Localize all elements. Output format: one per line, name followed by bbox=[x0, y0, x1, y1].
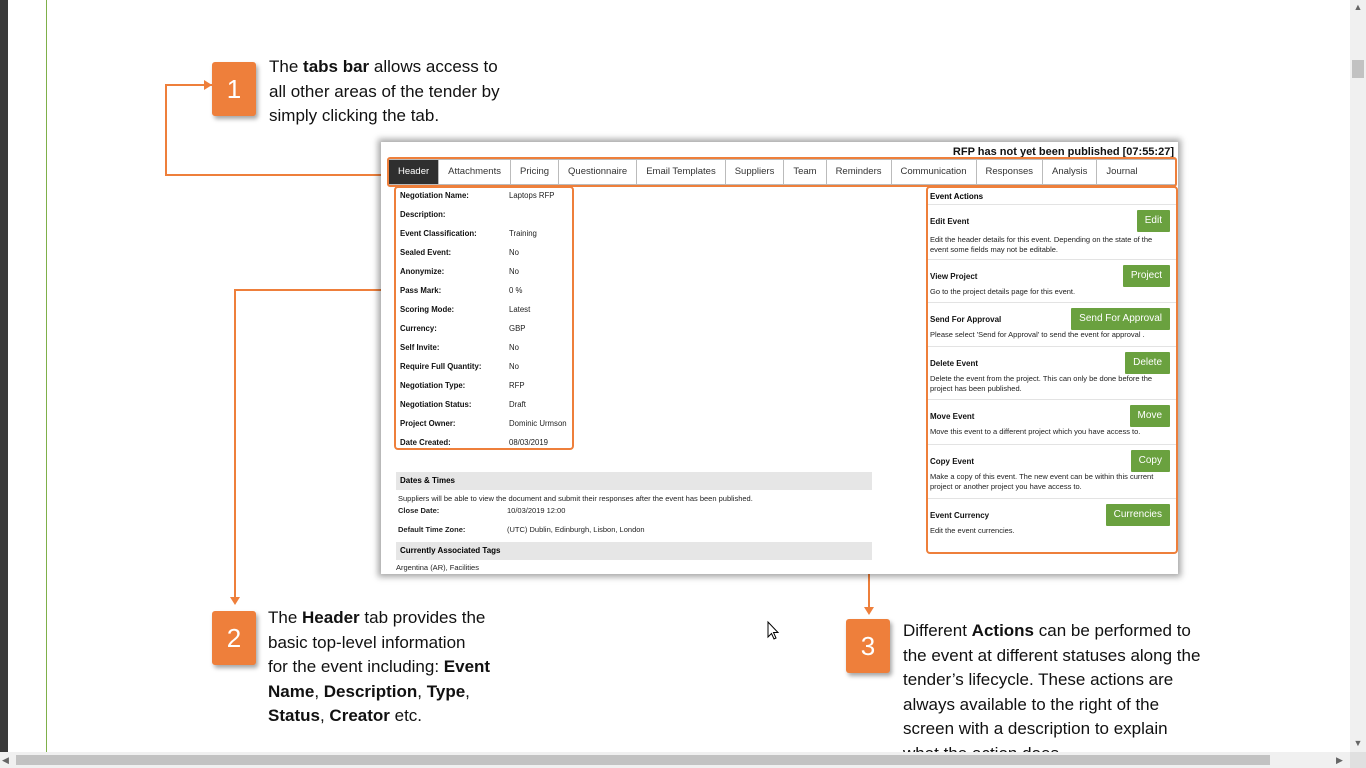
callout-2-number: 2 bbox=[212, 611, 256, 665]
event-actions-panel bbox=[926, 186, 1178, 554]
callout-text-segment: Header bbox=[302, 608, 360, 627]
callout-3-line bbox=[903, 644, 1263, 669]
header-field-value: RFP bbox=[509, 381, 525, 390]
callout-3-line bbox=[903, 668, 1263, 693]
tags-value: Argentina (AR), Facilities bbox=[396, 563, 479, 572]
callout-text-segment: , bbox=[465, 681, 470, 701]
connector-3-arrow bbox=[864, 607, 874, 615]
mouse-cursor-icon bbox=[767, 621, 779, 641]
callout-text-segment: Status bbox=[268, 706, 320, 725]
action-description: Delete the event from the project. This can only be done before the project has been published. bbox=[930, 374, 1153, 393]
close-date-value: 10/03/2019 12:00 bbox=[507, 506, 566, 515]
action-separator bbox=[928, 444, 1176, 445]
dates-note: Suppliers will be able to view the document and submit their responses after the event has been published. bbox=[398, 494, 753, 503]
callout-text-segment: , bbox=[319, 706, 330, 725]
connector-2-horizontal bbox=[234, 289, 387, 291]
action-separator bbox=[928, 346, 1176, 347]
tab-email-templates[interactable]: Email Templates bbox=[637, 160, 726, 184]
tab-analysis[interactable]: Analysis bbox=[1043, 160, 1097, 184]
action-title: Send For Approval bbox=[930, 315, 1002, 324]
callout-text-segment: Description bbox=[323, 681, 418, 701]
callout-3-line bbox=[903, 619, 1263, 644]
header-field-value: GBP bbox=[509, 324, 526, 333]
callout-text-segment: Creator bbox=[329, 706, 390, 725]
scroll-left-icon[interactable]: ◀ bbox=[2, 755, 9, 765]
publish-status: RFP has not yet been published [07:55:27] bbox=[952, 146, 1174, 158]
page-margin-line bbox=[46, 0, 47, 752]
callout-text-segment: , bbox=[417, 681, 427, 701]
callout-text-segment: always available to the right of the bbox=[903, 694, 1160, 714]
callout-text-segment: can be performed to bbox=[1034, 621, 1191, 640]
callout-3-line bbox=[903, 717, 1263, 742]
callout-text-segment: basic top-level information bbox=[268, 632, 466, 652]
callout-text-segment: Different bbox=[903, 621, 972, 640]
vertical-scroll-thumb[interactable] bbox=[1352, 60, 1364, 78]
embedded-app-screenshot bbox=[381, 142, 1178, 574]
action-separator bbox=[928, 302, 1176, 303]
callout-1-line bbox=[269, 55, 549, 80]
callout-2-text bbox=[268, 606, 548, 729]
callout-text-segment: tabs bar bbox=[303, 57, 370, 76]
tabs-highlight bbox=[387, 157, 1177, 187]
callout-text-segment: Name bbox=[268, 681, 315, 701]
header-field-value: No bbox=[509, 248, 519, 257]
timezone-value: (UTC) Dublin, Edinburgh, Lisbon, London bbox=[507, 525, 645, 534]
callout-2-line bbox=[268, 655, 548, 680]
action-description: Move this event to a different project which you have access to. bbox=[930, 427, 1141, 436]
callout-text-segment: allows access to bbox=[369, 57, 498, 76]
callout-1-text bbox=[269, 55, 549, 129]
callout-2-line bbox=[268, 704, 548, 729]
tab-communication[interactable]: Communication bbox=[892, 160, 977, 184]
tab-header[interactable]: Header bbox=[389, 160, 439, 184]
callout-text-segment: etc. bbox=[389, 706, 423, 725]
header-field-label: Scoring Mode: bbox=[400, 305, 455, 314]
header-field-label: Date Created: bbox=[400, 438, 451, 447]
tab-team[interactable]: Team bbox=[784, 160, 826, 184]
callout-3-number: 3 bbox=[846, 619, 890, 673]
callout-text-segment: Actions bbox=[971, 621, 1035, 640]
connector-2-arrow bbox=[230, 597, 240, 605]
callout-text-segment: the event at different statuses along the bbox=[903, 645, 1201, 665]
header-field-label: Self Invite: bbox=[400, 343, 440, 352]
header-field-label: Negotiation Name: bbox=[400, 191, 469, 200]
callout-text-segment: The bbox=[269, 57, 304, 76]
header-field-value: Latest bbox=[509, 305, 531, 314]
header-field-label: Negotiation Status: bbox=[400, 400, 472, 409]
connector-1-arrow bbox=[204, 80, 212, 90]
callout-3-line bbox=[903, 693, 1263, 718]
action-title: Move Event bbox=[930, 412, 975, 421]
document-page bbox=[8, 0, 1350, 752]
header-field-value: Draft bbox=[509, 400, 526, 409]
scroll-up-icon[interactable]: ▲ bbox=[1353, 2, 1363, 12]
action-separator bbox=[928, 259, 1176, 260]
horizontal-scroll-thumb[interactable] bbox=[16, 755, 1270, 765]
action-button-send-for-approval[interactable]: Send For Approval bbox=[1071, 308, 1170, 330]
action-title: Edit Event bbox=[930, 217, 970, 226]
tab-pricing[interactable]: Pricing bbox=[511, 160, 559, 184]
action-button-edit[interactable]: Edit bbox=[1137, 210, 1170, 232]
action-title: Event Currency bbox=[930, 511, 990, 520]
header-field-label: Project Owner: bbox=[400, 419, 456, 428]
header-field-value: Dominic Urmson bbox=[509, 419, 567, 428]
connector-1-vertical bbox=[165, 84, 167, 176]
event-actions-heading: Event Actions bbox=[930, 192, 984, 201]
callout-text-segment: tender’s lifecycle. These actions are bbox=[903, 670, 1174, 689]
callout-3-text bbox=[903, 619, 1263, 766]
header-field-value: Laptops RFP bbox=[509, 191, 555, 200]
connector-2-vertical bbox=[234, 289, 236, 597]
header-field-label: Pass Mark: bbox=[400, 286, 442, 295]
tab-reminders[interactable]: Reminders bbox=[827, 160, 892, 184]
scroll-down-icon[interactable]: ▼ bbox=[1353, 738, 1363, 748]
action-button-copy[interactable]: Copy bbox=[1131, 450, 1170, 472]
action-button-currencies[interactable]: Currencies bbox=[1106, 504, 1170, 526]
action-separator bbox=[928, 399, 1176, 400]
header-field-label: Sealed Event: bbox=[400, 248, 452, 257]
header-fields-panel bbox=[394, 186, 574, 450]
callout-1-line bbox=[269, 80, 549, 105]
action-button-delete[interactable]: Delete bbox=[1125, 352, 1170, 374]
callout-text-segment: Event bbox=[443, 657, 491, 676]
tab-suppliers[interactable]: Suppliers bbox=[726, 160, 785, 184]
header-field-label: Description: bbox=[400, 210, 446, 219]
close-date-label: Close Date: bbox=[398, 506, 440, 515]
callout-text-segment: simply clicking the tab. bbox=[269, 106, 440, 125]
scroll-right-icon[interactable]: ▶ bbox=[1336, 755, 1343, 765]
action-title: Delete Event bbox=[930, 359, 979, 368]
callout-text-segment: screen with a description to explain bbox=[903, 719, 1168, 738]
callout-text-segment: Type bbox=[426, 681, 466, 701]
action-button-move[interactable]: Move bbox=[1130, 405, 1170, 427]
dates-section-heading: Dates & Times bbox=[396, 472, 872, 490]
action-description: Go to the project details page for this event. bbox=[930, 287, 1076, 296]
timezone-label: Default Time Zone: bbox=[398, 525, 466, 534]
tab-journal[interactable]: Journal bbox=[1097, 160, 1146, 184]
horizontal-scrollbar[interactable] bbox=[0, 752, 1350, 768]
action-separator bbox=[928, 498, 1176, 499]
callout-1-number: 1 bbox=[212, 62, 256, 116]
header-field-label: Anonymize: bbox=[400, 267, 445, 276]
scrollbar-corner bbox=[1350, 752, 1366, 768]
callout-2-line bbox=[268, 606, 548, 631]
callout-text-segment: all other areas of the tender by bbox=[269, 81, 500, 101]
window-left-edge bbox=[0, 0, 8, 768]
vertical-scrollbar[interactable] bbox=[1350, 0, 1366, 752]
action-title: View Project bbox=[930, 272, 978, 281]
header-field-label: Require Full Quantity: bbox=[400, 362, 482, 371]
action-title: Copy Event bbox=[930, 457, 975, 466]
action-description: Edit the header details for this event. Depending on the state of the event some fields may not be editable. bbox=[930, 235, 1153, 254]
tab-attachments[interactable]: Attachments bbox=[439, 160, 511, 184]
callout-1-line bbox=[269, 104, 549, 129]
action-description: Make a copy of this event. The new event can be within this current project or another project you have access to. bbox=[930, 472, 1154, 491]
header-field-value: 08/03/2019 bbox=[509, 438, 549, 447]
header-field-value: Training bbox=[509, 229, 537, 238]
tags-section-heading: Currently Associated Tags bbox=[396, 542, 872, 560]
action-button-project[interactable]: Project bbox=[1123, 265, 1170, 287]
callout-2-line bbox=[268, 680, 548, 705]
header-field-label: Negotiation Type: bbox=[400, 381, 466, 390]
header-field-value: 0 % bbox=[509, 286, 523, 295]
action-description: Please select 'Send for Approval' to send the event for approval . bbox=[930, 330, 1145, 339]
tab-responses[interactable]: Responses bbox=[977, 160, 1044, 184]
header-field-label: Event Classification: bbox=[400, 229, 477, 238]
callout-text-segment: , bbox=[314, 681, 324, 701]
header-field-label: Currency: bbox=[400, 324, 437, 333]
header-field-value: No bbox=[509, 267, 519, 276]
action-separator bbox=[928, 204, 1176, 205]
tab-questionnaire[interactable]: Questionnaire bbox=[559, 160, 637, 184]
header-field-value: No bbox=[509, 362, 519, 371]
callout-text-segment: for the event including: bbox=[268, 657, 444, 676]
header-field-value: No bbox=[509, 343, 519, 352]
callout-text-segment: tab provides the bbox=[359, 608, 486, 627]
connector-1-bottom bbox=[165, 174, 381, 176]
callout-2-line bbox=[268, 631, 548, 656]
action-description: Edit the event currencies. bbox=[930, 526, 1015, 535]
callout-text-segment: The bbox=[268, 608, 303, 627]
